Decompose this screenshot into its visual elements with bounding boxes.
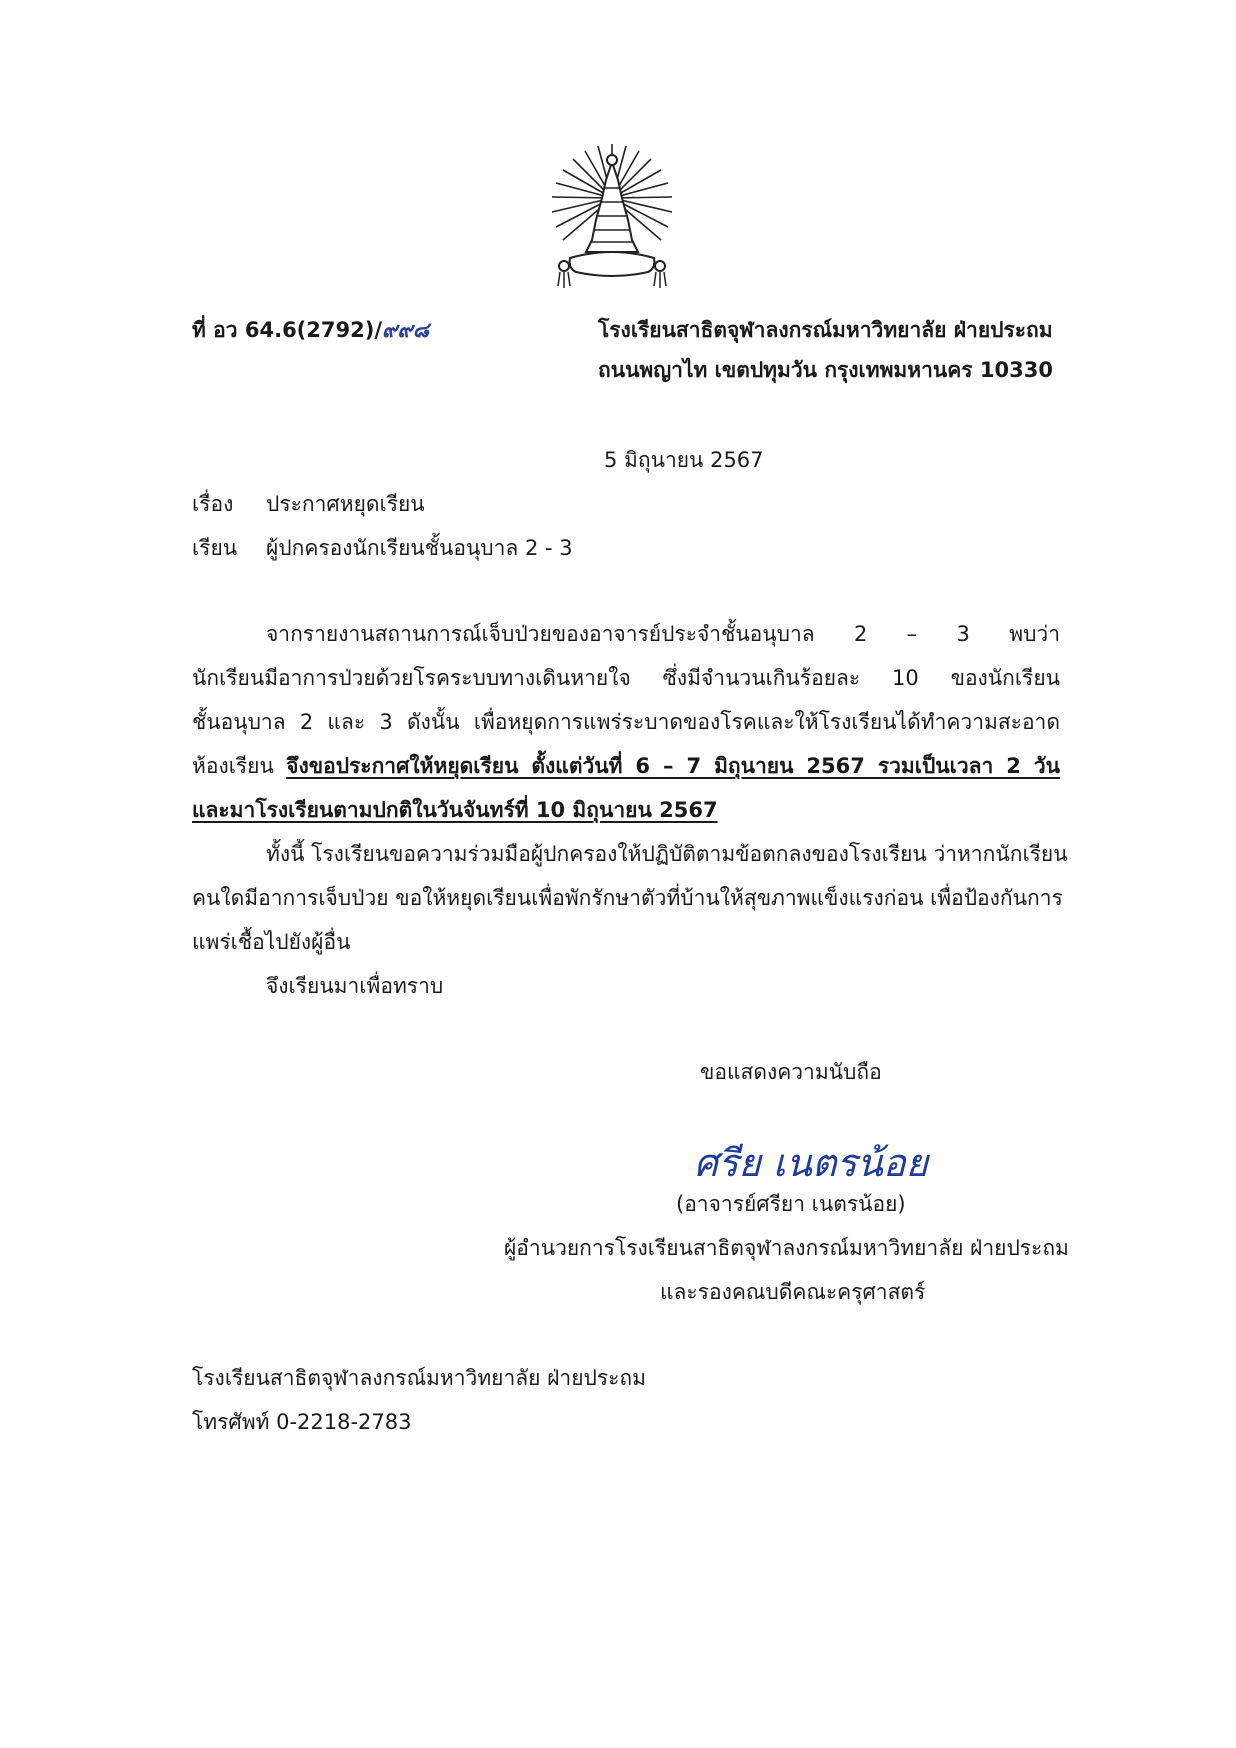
body-p1-line4-plain: ห้องเรียน [192,754,287,778]
to-text: ผู้ปกครองนักเรียนชั้นอนุบาล 2 - 3 [266,536,573,560]
footer-organization: โรงเรียนสาธิตจุฬาลงกรณ์มหาวิทยาลัย ฝ่ายประถม [192,1366,646,1390]
sender-address: ถนนพญาไท เขตปทุมวัน กรุงเทพมหานคร 10330 [598,358,1053,382]
body-p1-line4 [192,752,1060,780]
signer-name: (อาจารย์ศรียา เนตรน้อย) [676,1192,906,1216]
body-p3: จึงเรียนมาเพื่อทราบ [266,974,444,998]
to-label: เรียน [192,536,238,560]
signer-title-1: ผู้อำนวยการโรงเรียนสาธิตจุฬาลงกรณ์มหาวิทยาลัย ฝ่ายประถม [504,1236,1069,1260]
subject-text: ประกาศหยุดเรียน [266,492,425,516]
body-p1-line1: จากรายงานสถานการณ์เจ็บป่วยของอาจารย์ประจำชั้นอนุบาล 2 – 3 พบว่า [266,622,1060,646]
body-p1-line2: นักเรียนมีอาการป่วยด้วยโรคระบบทางเดินหายใจ ซึ่งมีจำนวนเกินร้อยละ 10 ของนักเรียน [192,666,1060,690]
body-p1-line3: ชั้นอนุบาล 2 และ 3 ดังนั้น เพื่อหยุดการแพร่ระบาดของโรคและให้โรงเรียนได้ทำความสะอาด [192,710,1060,734]
signature: ศรีย เนตรน้อย [694,1141,928,1185]
letter-date: 5 มิถุนายน 2567 [604,448,764,472]
body-p2-line1: ทั้งนี้ โรงเรียนขอความร่วมมือผู้ปกครองให้ปฏิบัติตามข้อตกลงของโรงเรียน ว่าหากนักเรียน [266,842,1068,866]
body-p2-line3: แพร่เชื้อไปยังผู้อื่น [192,930,351,954]
signer-title-2: และรองคณบดีคณะครุศาสตร์ [660,1280,926,1304]
subject-label: เรื่อง [192,492,234,516]
body-p2-line2: คนใดมีอาการเจ็บป่วย ขอให้หยุดเรียนเพื่อพักรักษาตัวที่บ้านให้สุขภาพแข็งแรงก่อน เพื่อป้องกันการ [192,886,1063,910]
reference-label: ที่ อว 64.6(2792)/ [192,318,382,342]
resume-announcement: และมาโรงเรียนตามปกติในวันจันทร์ที่ 10 มิถุนายน 2567 [192,798,718,822]
closure-announcement: จึงขอประกาศให้หยุดเรียน ตั้งแต่วันที่ 6 – 7 มิถุนายน 2567 รวมเป็นเวลา 2 วัน [286,754,1060,778]
sender-name: โรงเรียนสาธิตจุฬาลงกรณ์มหาวิทยาลัย ฝ่ายประถม [598,318,1053,342]
closing: ขอแสดงความนับถือ [700,1060,882,1084]
footer-phone: โทรศัพท์ 0-2218-2783 [192,1410,412,1434]
reference-number [192,316,429,344]
university-emblem-icon [548,140,676,290]
reference-handwritten-number: ๙๙๘ [382,317,429,342]
